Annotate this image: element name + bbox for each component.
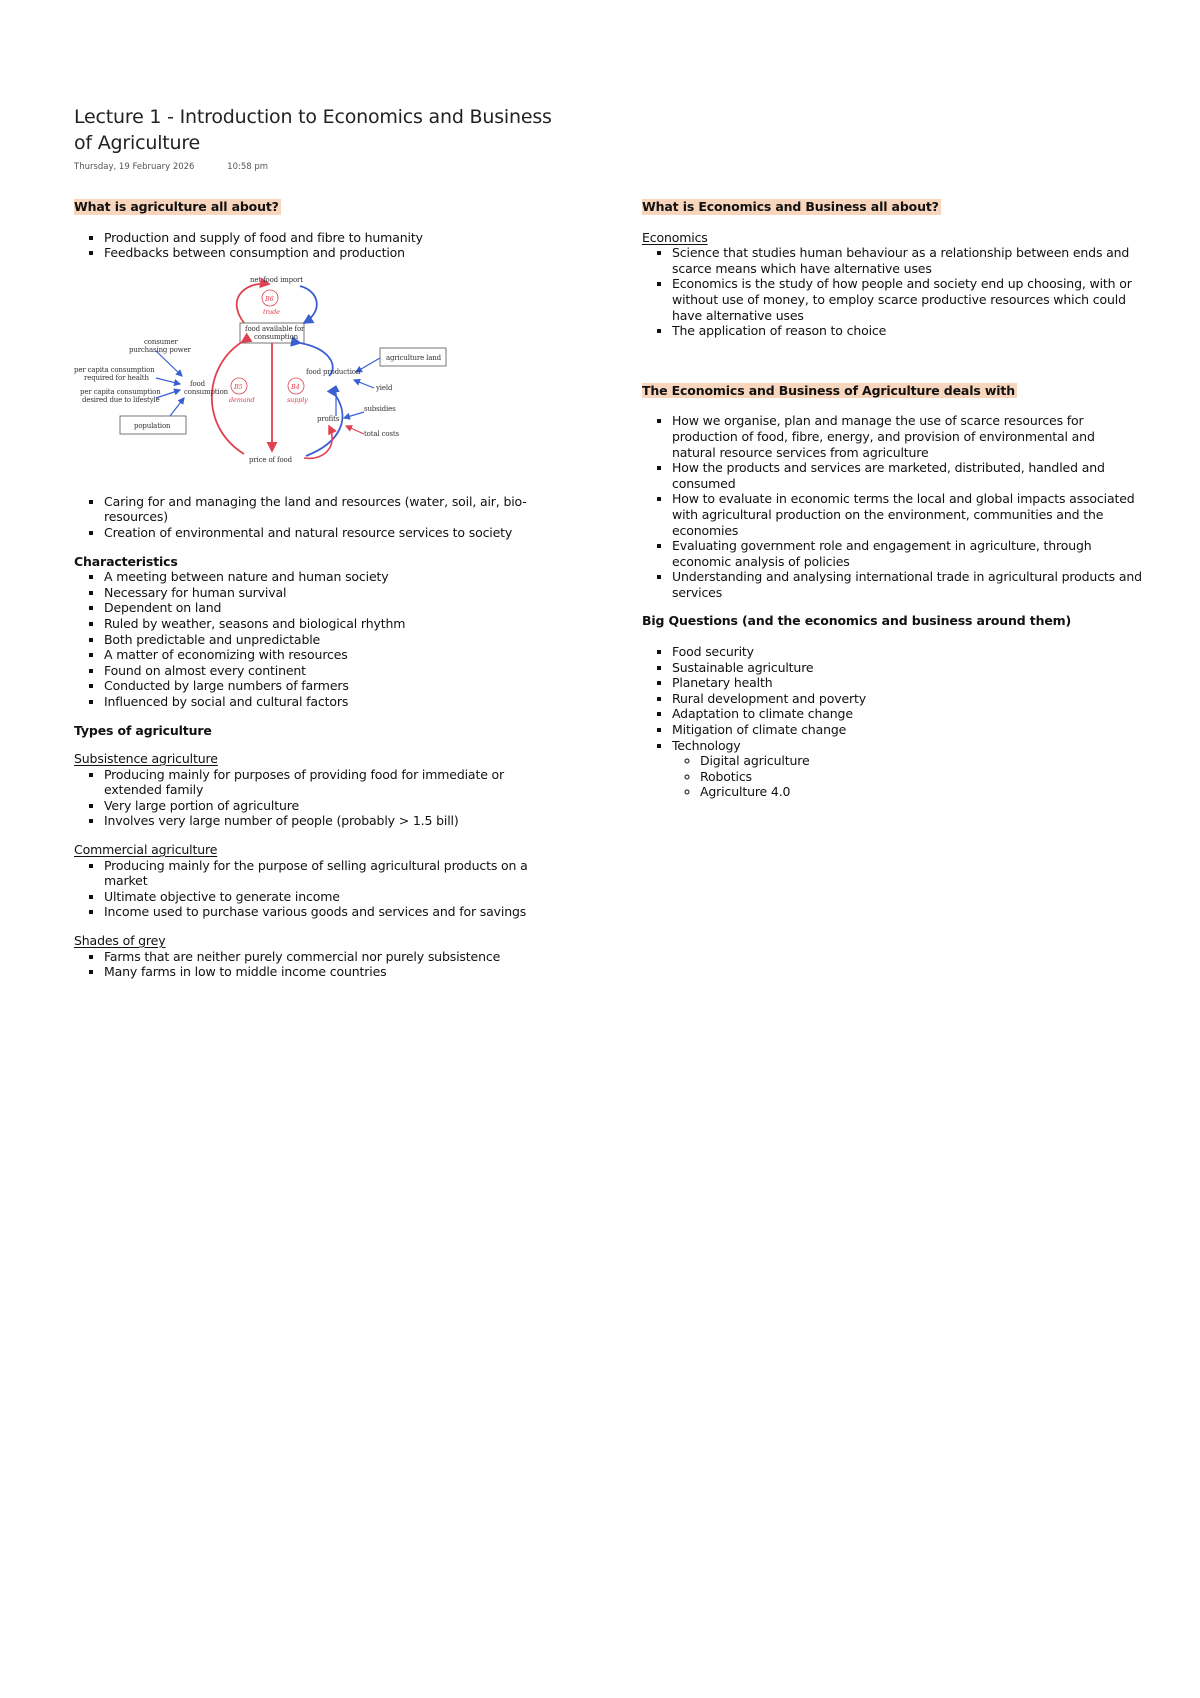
- list-item: ▪ Caring for and managing the land and resources (water, soil, air, bio-resources): [104, 494, 554, 525]
- list-item-technology: [672, 738, 1142, 800]
- label-supply: supply: [287, 395, 308, 404]
- agriculture-list-b: [74, 494, 554, 541]
- price-to-profit: [304, 426, 332, 458]
- label-total-costs: total costs: [364, 429, 399, 438]
- label-b4: B4: [291, 382, 300, 391]
- label-food-consumption-1: food: [190, 379, 205, 388]
- list-item: ◦ Robotics: [700, 769, 1142, 785]
- label-population: population: [134, 421, 171, 430]
- food-system-diagram-svg: [74, 276, 464, 476]
- label-food-consumption-2: consumption: [184, 387, 228, 396]
- big-questions-list: [642, 644, 1142, 800]
- label-profits: profits: [317, 414, 340, 423]
- list-item: ▪ Planetary health: [672, 675, 1142, 691]
- label-food-production: food production: [306, 367, 361, 376]
- list-item: ▪ Economics is the study of how people and society end up choosing, with or without use of money, to employ scarce productive resources which could have alternative uses: [672, 276, 1142, 323]
- list-item: ▪ A meeting between nature and human society: [104, 569, 554, 585]
- list-item: ▪ Ultimate objective to generate income: [104, 889, 554, 905]
- technology-sublist: [672, 753, 1142, 800]
- list-item: ▪ How to evaluate in economic terms the local and global impacts associated with agricultural production on the environment, communities and the economies: [672, 491, 1142, 538]
- list-item: ◦ Agriculture 4.0: [700, 784, 1142, 800]
- list-item: ▪ Found on almost every continent: [104, 663, 554, 679]
- list-item: ▪ Influenced by social and cultural factors: [104, 694, 554, 710]
- list-item: ▪ How the products and services are marketed, distributed, handled and consumed: [672, 460, 1142, 491]
- heading-agriculture: What is agriculture all about?: [74, 199, 279, 214]
- list-item: ▪ Understanding and analysing international trade in agricultural products and services: [672, 569, 1142, 600]
- heading-deals-with: The Economics and Business of Agriculture deals with: [642, 382, 1015, 398]
- list-item: ◦ Digital agriculture: [700, 753, 1142, 769]
- label-b5: B5: [234, 382, 243, 391]
- label-health-1: per capita consumption: [74, 365, 155, 374]
- label-yield: yield: [376, 383, 393, 392]
- label-health-2: required for health: [84, 373, 149, 382]
- yield-arrow: [354, 380, 374, 388]
- list-item: ▪ Necessary for human survival: [104, 585, 554, 601]
- left-column: [74, 199, 554, 980]
- label-food-available-2: consumption: [254, 332, 298, 341]
- health-arrow: [156, 378, 180, 384]
- label-lifestyle-2: desired due to lifestyle: [82, 395, 160, 404]
- heading-characteristics: Characteristics: [74, 553, 178, 569]
- subsidies-arrow: [344, 412, 364, 418]
- page-date: Thursday, 19 February 2026: [74, 162, 195, 172]
- commercial-list: [74, 858, 554, 920]
- list-item: ▪ Food security: [672, 644, 1142, 660]
- list-item: ▪ Involves very large number of people (probably > 1.5 bill): [104, 813, 554, 829]
- heading-economics-sub: Economics: [642, 229, 708, 245]
- list-item: ▪ The application of reason to choice: [672, 323, 1142, 339]
- list-item: ▪ Sustainable agriculture: [672, 660, 1142, 676]
- label-subsidies: subsidies: [364, 404, 396, 413]
- list-item: ▪ Ruled by weather, seasons and biological rhythm: [104, 616, 554, 632]
- label-consumer-1: consumer: [144, 337, 178, 346]
- label-consumer-2: purchasing power: [129, 345, 191, 354]
- label-demand: demand: [229, 395, 255, 404]
- list-item: ▪ Conducted by large numbers of farmers: [104, 678, 554, 694]
- list-item: ▪ Many farms in low to middle income countries: [104, 964, 554, 980]
- trade-loop-blue: [300, 286, 317, 323]
- list-item: ▪ Very large portion of agriculture: [104, 798, 554, 814]
- shades-list: [74, 949, 554, 980]
- list-item: ▪ Producing mainly for purposes of providing food for immediate or extended family: [104, 767, 554, 798]
- list-item: ▪ Rural development and poverty: [672, 691, 1142, 707]
- heading-types: Types of agriculture: [74, 722, 212, 738]
- heading-economics: What is Economics and Business all about?: [642, 199, 939, 214]
- list-item: ▪ Producing mainly for the purpose of selling agricultural products on a market: [104, 858, 554, 889]
- list-item: ▪ A matter of economizing with resources: [104, 647, 554, 663]
- list-item: ▪ Adaptation to climate change: [672, 706, 1142, 722]
- label-net-food-import: net food import: [250, 275, 303, 284]
- technology-label: Technology: [672, 737, 741, 753]
- label-price-of-food: price of food: [249, 455, 292, 464]
- list-item: ▪ Creation of environmental and natural resource services to society: [104, 525, 554, 541]
- label-food-available-1: food available for: [245, 324, 305, 333]
- characteristics-list: [74, 569, 554, 709]
- page-time: 10:58 pm: [227, 162, 269, 172]
- page-title: Lecture 1 - Introduction to Economics and Business of Agriculture: [74, 106, 552, 154]
- list-item: ▪ Mitigation of climate change: [672, 722, 1142, 738]
- label-agri-land: agriculture land: [386, 353, 441, 362]
- label-b6: B6: [265, 294, 274, 303]
- food-system-diagram: [74, 276, 464, 476]
- economics-list: [642, 245, 1142, 339]
- subsistence-list: [74, 767, 554, 829]
- list-item: ▪ Evaluating government role and engagement in agriculture, through economic analysis of policies: [672, 538, 1142, 569]
- list-item: ▪ Production and supply of food and fibre to humanity: [104, 230, 554, 246]
- list-item: ▪ Dependent on land: [104, 600, 554, 616]
- list-item: ▪ Farms that are neither purely commercial nor purely subsistence: [104, 949, 554, 965]
- population-arrow: [170, 398, 184, 416]
- heading-subsistence: Subsistence agriculture: [74, 751, 218, 767]
- costs-arrow: [346, 426, 364, 434]
- list-item: ▪ Science that studies human behaviour as a relationship between ends and scarce means which have alternative uses: [672, 245, 1142, 276]
- page-meta: [74, 162, 298, 172]
- label-lifestyle-1: per capita consumption: [80, 387, 161, 396]
- agriculture-list-a: [74, 230, 554, 261]
- list-item: ▪ Both predictable and unpredictable: [104, 632, 554, 648]
- label-trade: trade: [263, 307, 280, 316]
- list-item: ▪ How we organise, plan and manage the use of scarce resources for production of food, fibre, energy, and provision of environmental and natural resource services from agriculture: [672, 413, 1142, 460]
- supply-loop-bottom: [306, 396, 342, 456]
- heading-shades: Shades of grey: [74, 933, 166, 949]
- right-column: [642, 199, 1142, 800]
- heading-big-questions: Big Questions (and the economics and business around them): [642, 613, 1072, 629]
- consumer-arrow: [156, 351, 182, 376]
- heading-commercial: Commercial agriculture: [74, 842, 218, 858]
- list-item: ▪ Income used to purchase various goods and services and for savings: [104, 904, 554, 920]
- list-item: ▪ Feedbacks between consumption and production: [104, 245, 554, 261]
- deals-with-list: [642, 413, 1142, 600]
